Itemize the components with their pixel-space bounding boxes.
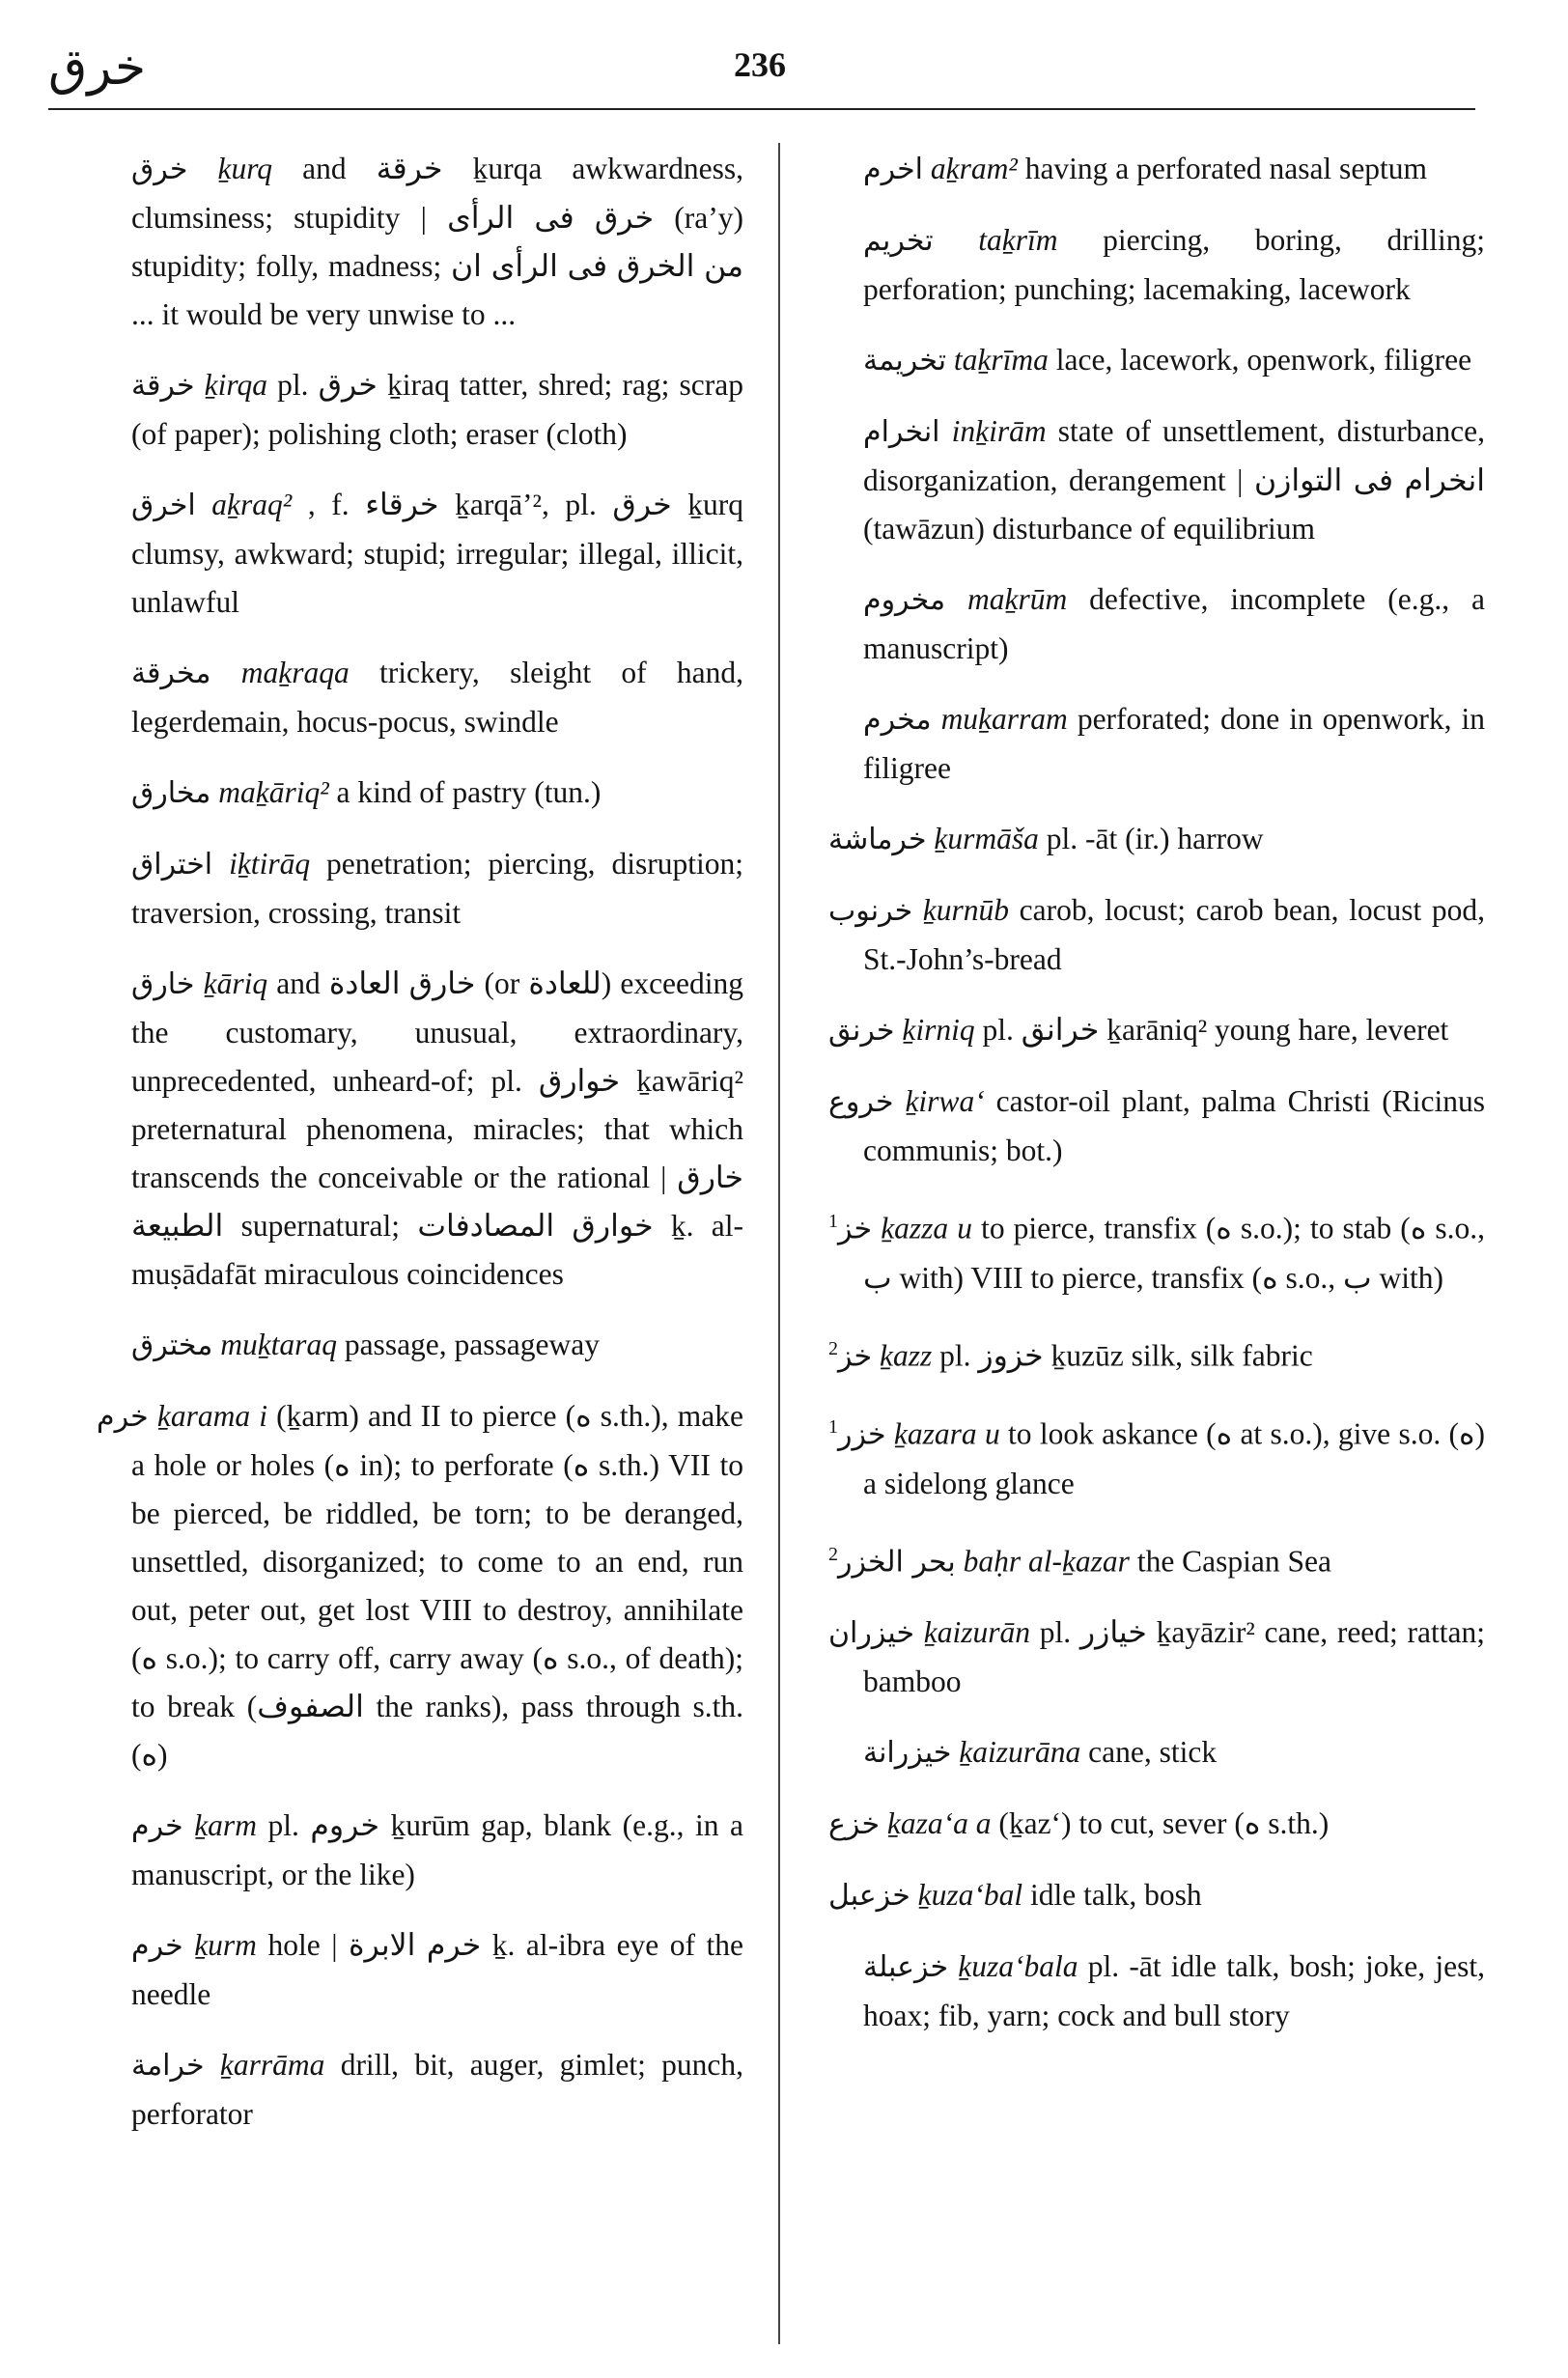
arabic-headword: اخرم <box>863 153 924 186</box>
arabic-headword: خيزرانة <box>863 1736 952 1770</box>
arabic-headword: مخارق <box>131 776 211 810</box>
dictionary-entry <box>828 1530 1485 1587</box>
dictionary-entry <box>828 815 1485 864</box>
column-divider <box>778 143 780 2344</box>
dictionary-entry <box>828 216 1485 314</box>
dictionary-entry <box>828 1943 1485 2040</box>
transliteration: taḵrīma <box>953 343 1049 377</box>
arabic-headword: خزر <box>838 1417 886 1452</box>
definition: to pierce, transfix (ه s.o.); to stab (ه s.o., ب with) VIII to pierce, transfix (ه s.o., ب with) <box>863 1211 1486 1295</box>
arabic-headword: خزع <box>828 1807 880 1841</box>
arabic-headword: خزعبلة <box>863 1950 949 1984</box>
definition: (ḵarm) and II to pierce (ه s.th.), make a hole or holes (ه in); to perforate (ه s.th.) VII to be pierced, be riddled, be torn; to be deranged, unsettled, disorganized; to come to an end, run out, peter out, get lost VIII to destroy, annihilate (ه s.o.); to carry off, carry away (ه s.o., of death); to break (الصفوف the ranks), pass through s.th. (ه) <box>131 1399 744 1772</box>
arabic-headword: خرقة <box>131 369 195 403</box>
transliteration: muḵtaraq <box>220 1328 337 1361</box>
transliteration: ḵurmāša <box>934 822 1039 855</box>
dictionary-entry <box>97 1921 743 2019</box>
transliteration: ḵirwa‘ <box>905 1084 985 1118</box>
dictionary-entry <box>828 1800 1485 1849</box>
definition: lace, lacework, openwork, filigree <box>1055 343 1472 377</box>
transliteration: inḵirām <box>951 414 1047 448</box>
arabic-headword: تخريم <box>863 224 934 258</box>
arabic-headword: اختراق <box>131 848 213 881</box>
arabic-headword: خز <box>838 1212 873 1246</box>
dictionary-entry <box>97 1321 743 1370</box>
arabic-headword: تخريمة <box>863 344 947 378</box>
page-header <box>48 39 1497 116</box>
right-column <box>828 145 1485 2062</box>
homonym-number: 1 <box>828 1416 838 1438</box>
arabic-headword: بحر الخزر <box>838 1545 956 1579</box>
definition: passage, passageway <box>344 1328 600 1361</box>
left-column <box>97 145 743 2161</box>
definition: , f. خرقاء ḵarqā’², pl. خرق ḵurq clumsy, awkward; stupid; irregular; illegal, illicit, unlawful <box>131 488 743 619</box>
homonym-number: 2 <box>828 1337 838 1359</box>
dictionary-entry <box>828 1871 1485 1920</box>
transliteration: ḵazara u <box>893 1416 1000 1451</box>
dictionary-entry <box>828 1006 1485 1055</box>
transliteration: ḵirqa <box>204 368 267 402</box>
definition: defective, incomplete (e.g., a manuscript) <box>863 582 1485 665</box>
dictionary-entry <box>828 1609 1485 1706</box>
dictionary-entry <box>97 1802 743 1899</box>
definition: pl. خرانق ḵarāniq² young hare, leveret <box>982 1013 1449 1047</box>
transliteration: ḵuza‘bala <box>958 1949 1078 1983</box>
definition: cane, stick <box>1088 1735 1218 1769</box>
transliteration: ḵāriq <box>203 966 268 1000</box>
dictionary-entry <box>97 960 743 1299</box>
homonym-number: 1 <box>828 1211 838 1232</box>
dictionary-entry <box>97 481 743 627</box>
arabic-headword: انخرام <box>863 415 940 449</box>
definition: drill, bit, auger, gimlet; punch, perforator <box>131 2048 744 2131</box>
definition: pl. خيازر ḵayāzir² cane, reed; rattan; bamboo <box>863 1615 1485 1698</box>
definition: penetration; piercing, disruption; traversion, crossing, transit <box>131 847 744 930</box>
transliteration: maḵāriq² <box>218 775 329 809</box>
definition: state of unsettlement, disturbance, disorganization, derangement | انخرام فى التوازن (tawāzun) disturbance of equilibrium <box>863 414 1486 546</box>
definition: pl. خرق ḵiraq tatter, shred; rag; scrap (of paper); polishing cloth; eraser (cloth) <box>131 368 743 451</box>
definition: and خرقة ḵurqa awkwardness, clumsiness; stupidity | خرق فى الرأى (ra’y) stupidity; folly, madness; من الخرق فى الرأى ان ... it would be very unwise to ... <box>131 152 744 331</box>
transliteration: taḵrīm <box>978 223 1058 257</box>
transliteration: baḥr al-ḵazar <box>963 1544 1130 1578</box>
dictionary-entry <box>97 840 743 937</box>
arabic-headword: خرامة <box>131 2049 205 2083</box>
transliteration: ḵuza‘bal <box>917 1878 1023 1912</box>
transliteration: ḵurq <box>217 152 273 185</box>
definition: (ḵaz‘) to cut, sever (ه s.th.) <box>998 1806 1330 1840</box>
dictionary-entry <box>97 145 743 339</box>
transliteration: maḵraqa <box>240 656 350 689</box>
definition: the Caspian Sea <box>1136 1544 1332 1578</box>
dictionary-entry <box>828 145 1485 194</box>
dictionary-entry <box>828 575 1485 673</box>
definition: pl. -āt (ir.) harrow <box>1046 822 1264 855</box>
dictionary-entry <box>828 1728 1485 1777</box>
dictionary-entry <box>828 695 1485 793</box>
definition: hole | خرم الابرة ḵ. al-ibra eye of the needle <box>131 1928 744 2011</box>
definition: carob, locust; carob bean, locust pod, St.-John’s-bread <box>863 893 1486 976</box>
arabic-headword: خرماشة <box>828 823 927 856</box>
header-word: خرق <box>48 41 147 96</box>
definition: perforated; done in openwork, in filigree <box>863 702 1486 785</box>
transliteration: ḵaizurāna <box>959 1735 1081 1769</box>
arabic-headword: خرم <box>131 1809 183 1843</box>
definition: castor-oil plant, palma Christi (Ricinus communis; bot.) <box>863 1084 1486 1167</box>
homonym-number: 2 <box>828 1543 838 1565</box>
transliteration: ḵarrāma <box>219 2048 325 2082</box>
transliteration: muḵarram <box>940 702 1068 736</box>
definition: pl. خزوز ḵuzūz silk, silk fabric <box>939 1338 1313 1372</box>
arabic-headword: مخرم <box>863 703 932 737</box>
dictionary-entry <box>97 361 743 459</box>
transliteration: aḵram² <box>930 152 1018 185</box>
arabic-headword: خز <box>838 1339 873 1373</box>
definition: pl. -āt idle talk, bosh; joke, jest, hoax; fib, yarn; cock and bull story <box>863 1949 1485 2032</box>
arabic-headword: مخترق <box>131 1329 213 1362</box>
dictionary-entry <box>828 1077 1485 1175</box>
transliteration: maḵrūm <box>966 582 1068 616</box>
arabic-headword: خرم <box>97 1400 149 1434</box>
transliteration: aḵraq² <box>211 488 293 521</box>
dictionary-entry <box>97 1392 743 1779</box>
definition: having a perforated nasal septum <box>1024 152 1428 185</box>
arabic-headword: خيزران <box>828 1616 915 1650</box>
arabic-headword: خرق <box>131 153 188 186</box>
transliteration: ḵaza‘a a <box>886 1806 992 1840</box>
transliteration: ḵazza u <box>881 1211 972 1245</box>
arabic-headword: خروع <box>828 1085 894 1119</box>
arabic-headword: خرنوب <box>828 894 913 928</box>
definition: a kind of pastry (tun.) <box>336 775 602 809</box>
dictionary-entry <box>828 336 1485 385</box>
transliteration: iḵtirāq <box>229 847 311 881</box>
definition: piercing, boring, drilling; perforation; punching; lacemaking, lacework <box>863 223 1486 306</box>
arabic-headword: مخرقة <box>131 657 211 690</box>
arabic-headword: اخرق <box>131 489 196 522</box>
arabic-headword: خزعبل <box>828 1879 910 1913</box>
arabic-headword: خارق <box>131 967 195 1001</box>
dictionary-entry <box>97 769 743 818</box>
transliteration: ḵurnūb <box>922 893 1010 927</box>
transliteration: ḵurm <box>194 1928 257 1962</box>
page-number: 236 <box>734 45 786 84</box>
arabic-headword: خرم <box>131 1929 183 1963</box>
arabic-headword: خرنق <box>828 1014 895 1048</box>
dictionary-entry <box>97 649 743 746</box>
dictionary-entry <box>828 1325 1485 1382</box>
definition: trickery, sleight of hand, legerdemain, hocus-pocus, swindle <box>131 656 744 739</box>
transliteration: ḵaizurān <box>923 1615 1031 1649</box>
arabic-headword: مخروم <box>863 583 946 617</box>
transliteration: ḵarama i <box>156 1399 267 1433</box>
transliteration: ḵirniq <box>902 1013 975 1047</box>
dictionary-entry <box>828 407 1485 553</box>
header-rule <box>48 108 1475 110</box>
dictionary-entry <box>828 1197 1485 1302</box>
definition: and خارق العادة (or للعادة) exceeding the customary, unusual, extraordinary, unprecedented, unheard-of; pl. خوارق ḵawāriq² preternatural phenomena, miracles; that which transcends the conceivable or the rational | خارق الطبيعة supernatural; خوارق المصادفات ḵ. al-muṣādafāt miraculous coincidences <box>131 966 744 1291</box>
definition: pl. خروم ḵurūm gap, blank (e.g., in a manuscript, or the like) <box>131 1808 744 1891</box>
definition: to look askance (ه at s.o.), give s.o. (ه) a sidelong glance <box>863 1416 1486 1500</box>
transliteration: ḵarm <box>194 1808 257 1842</box>
dictionary-entry <box>97 2041 743 2139</box>
dictionary-entry <box>828 1403 1485 1508</box>
definition: idle talk, bosh <box>1030 1878 1202 1912</box>
dictionary-entry <box>828 886 1485 984</box>
transliteration: ḵazz <box>879 1338 933 1372</box>
